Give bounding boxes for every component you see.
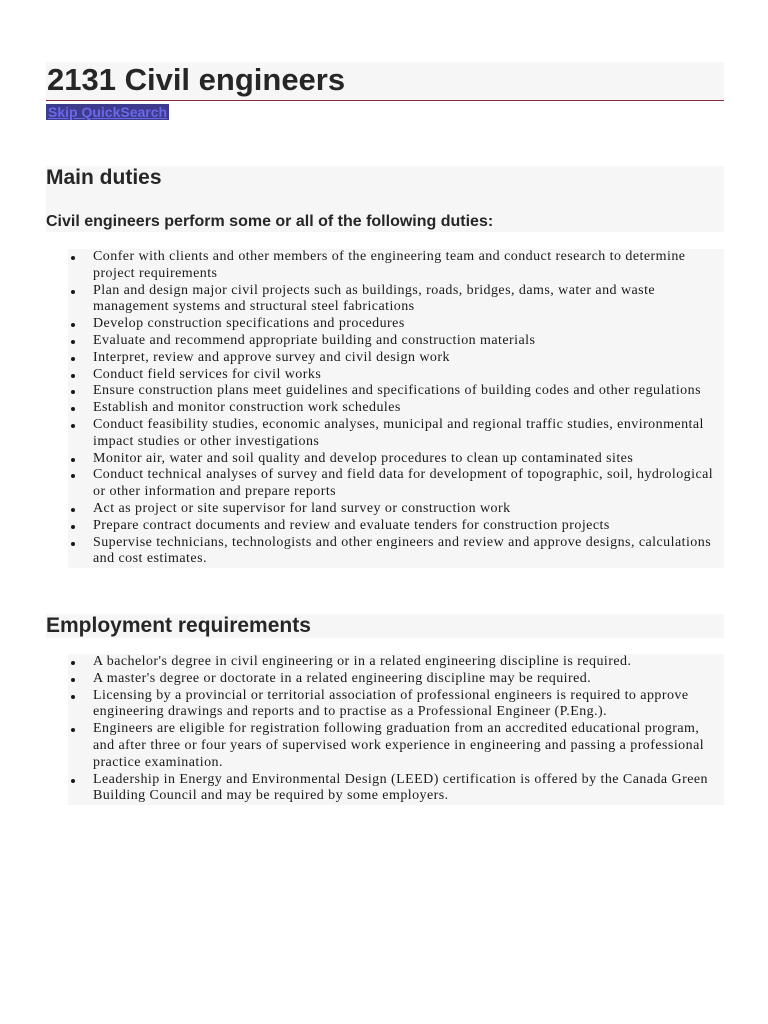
main-duties-heading: Main duties [46, 166, 162, 189]
list-item: Act as project or site supervisor for land survey or construction work [68, 501, 724, 518]
list-item: Licensing by a provincial or territorial association of professional engineers is required to approve engineering drawings and reports and to practise as a Professional Engineer (P.Eng.). [68, 688, 724, 722]
list-item: Interpret, review and approve survey and civil design work [68, 350, 724, 367]
employment-requirements-list [68, 654, 724, 805]
page-title-bar [46, 62, 724, 101]
list-item: Conduct feasibility studies, economic analyses, municipal and regional traffic studies, environmental impact studies or other investigations [68, 417, 724, 451]
employment-requirements-heading: Employment requirements [46, 614, 311, 637]
list-item: Supervise technicians, technologists and other engineers and review and approve designs, calculations and cost estimates. [68, 535, 724, 569]
list-item: Establish and monitor construction work schedules [68, 400, 724, 417]
list-item: A master's degree or doctorate in a related engineering discipline may be required. [68, 671, 724, 688]
list-item: Conduct technical analyses of survey and field data for development of topographic, soil, hydrological or other information and prepare reports [68, 467, 724, 501]
list-item: A bachelor's degree in civil engineering or in a related engineering discipline is required. [68, 654, 724, 671]
main-duties-intro: Civil engineers perform some or all of the following duties: [46, 213, 494, 230]
skip-quicksearch-link[interactable]: Skip QuickSearch [48, 104, 168, 120]
employment-requirements-header [46, 614, 724, 638]
main-duties-header [46, 166, 724, 232]
list-item: Monitor air, water and soil quality and develop procedures to clean up contaminated sites [68, 451, 724, 468]
list-item: Evaluate and recommend appropriate building and construction materials [68, 333, 724, 350]
list-item: Leadership in Energy and Environmental Design (LEED) certification is offered by the Canada Green Building Council and may be required by some employers. [68, 772, 724, 806]
list-item: Confer with clients and other members of the engineering team and conduct research to determine project requirements [68, 249, 724, 283]
list-item: Prepare contract documents and review and evaluate tenders for construction projects [68, 518, 724, 535]
list-item: Conduct field services for civil works [68, 367, 724, 384]
main-duties-list [68, 249, 724, 568]
list-item: Ensure construction plans meet guidelines and specifications of building codes and other regulations [68, 383, 724, 400]
list-item: Develop construction specifications and procedures [68, 316, 724, 333]
page-title: 2131 Civil engineers [47, 62, 346, 97]
list-item: Engineers are eligible for registration following graduation from an accredited educational program, and after three or four years of supervised work experience in engineering and passing a professional practice examination. [68, 721, 724, 771]
list-item: Plan and design major civil projects such as buildings, roads, bridges, dams, water and waste management systems and structural steel fabrications [68, 283, 724, 317]
